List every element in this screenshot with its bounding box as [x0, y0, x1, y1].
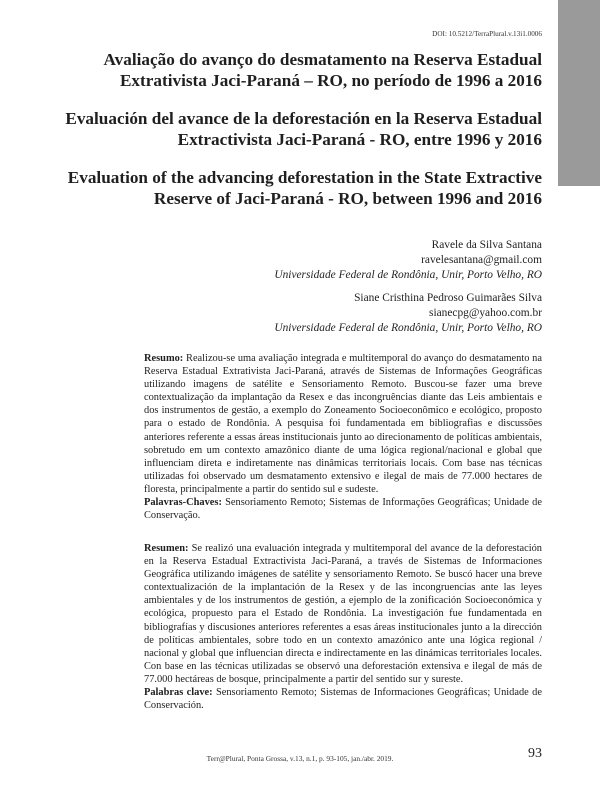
- keywords-text: Sensoriamento Remoto; Sistemas de Informaciones Geográficas; Unidade de Conservación.: [144, 687, 542, 712]
- author-affiliation: Universidade Federal de Rondônia, Unir, Porto Velho, RO: [274, 322, 542, 334]
- abstract-paragraph: [144, 352, 542, 496]
- author-email[interactable]: ravelesantana@gmail.com: [421, 254, 542, 266]
- abstract-label: Resumen:: [144, 543, 189, 554]
- author-affiliation: Universidade Federal de Rondônia, Unir, Porto Velho, RO: [274, 269, 542, 281]
- abstract-text: Realizou-se uma avaliação integrada e multitemporal do avanço do desmatamento na Reserva Estadual Extrativista Jaci-Paraná, através de Sistemas de Informações Geográficas utilizando imagens de satélite e Sensoriamento Remoto. Buscou-se fazer uma breve contextualização da implantação da Resex e das incongruências diante das Leis ambientais e dos instrumentos de gestão, a exemplo do Zoneamento Socioeconômico e ecológico, proposto para o estado de Rondônia. A pesquisa foi fundamentada em bibliografias e discussões anteriores referente a essas áreas institucionais junto ao direcionamento de políticas ambientais, sobretudo em um contexto amazônico diante de uma lógica regional/nacional e global que influenciam direta e indiretamente nas dinâmicas territoriais locais. Com base nas técnicas utilizadas foi observado um desmatamento extensivo e ilegal de mais de 77.000 hectares de floresta, principalmente a partir do sentido sul e sudeste.: [144, 353, 542, 495]
- abstract-spanish: [144, 542, 542, 712]
- abstract-portuguese: [144, 352, 542, 522]
- abstract-text: Se realizó una evaluación integrada y multitemporal del avance de la deforestación en la Reserva Estadual Extractivista Jaci-Paraná, a través de Sistemas de Informaciones Geográfica utilizando imágenes de satélite y sensoriamento Remoto. Se buscó hacer una breve contextualización de la implantación de la Resex y de las incongruencias ante las leyes ambientales y de los instrumentos de gestión, a ejemplo de la zonificación Socioeconómica y ecológica, propuesto para el Estado de Rondônia. La investigación fue fundamentada en bibliografías y discusiones anteriores referentes a esas áreas institucionales junto a la dirección de políticas ambientales, sobre todo en un contexto amazónico ante una lógica regional / nacional y global que influencian directa e indirectamente en las dinámicas territoriales locales. Con base en las técnicas utilizadas se observó una deforestación extensiva e ilegal de más de 77.000 hectáreas de bosque, principalmente a partir del sentido sur y sureste.: [144, 543, 542, 685]
- doi: DOI: 10.5212/TerraPlural.v.13i1.0006: [432, 30, 542, 38]
- title-english: Evaluation of the advancing deforestation in the State Extractive Reserve of Jaci-Paraná - RO, between 1996 and 2016: [67, 168, 542, 208]
- abstract-paragraph: [144, 542, 542, 686]
- keywords-paragraph: [144, 496, 542, 522]
- author-1: [274, 238, 542, 283]
- title-spanish: Evaluación del avance de la deforestación en la Reserva Estadual Extractivista Jaci-Paraná - RO, entre 1996 y 2016: [65, 109, 542, 149]
- footer-citation: Terr@Plural, Ponta Grossa, v.13, n.1, p. 93-105, jan./abr. 2019.: [206, 754, 394, 763]
- author-name: Siane Cristhina Pedroso Guimarães Silva: [354, 292, 542, 304]
- author-name: Ravele da Silva Santana: [431, 239, 542, 251]
- side-color-tab: [558, 0, 600, 186]
- title-block: [60, 50, 542, 209]
- keywords-text: Sensoriamento Remoto; Sistemas de Informações Geográficas; Unidade de Conservação.: [144, 497, 542, 522]
- author-list: [274, 238, 542, 336]
- keywords-paragraph: [144, 686, 542, 712]
- author-2: [274, 291, 542, 336]
- title-portuguese: Avaliação do avanço do desmatamento na Reserva Estadual Extrativista Jaci-Paraná – RO, no período de 1996 a 2016: [103, 50, 542, 90]
- author-email[interactable]: sianecpg@yahoo.com.br: [429, 307, 542, 319]
- page-number: 93: [528, 746, 542, 761]
- keywords-label: Palavras-Chaves:: [144, 497, 222, 509]
- keywords-label: Palabras clave:: [144, 687, 213, 699]
- abstract-label: Resumo:: [144, 353, 184, 364]
